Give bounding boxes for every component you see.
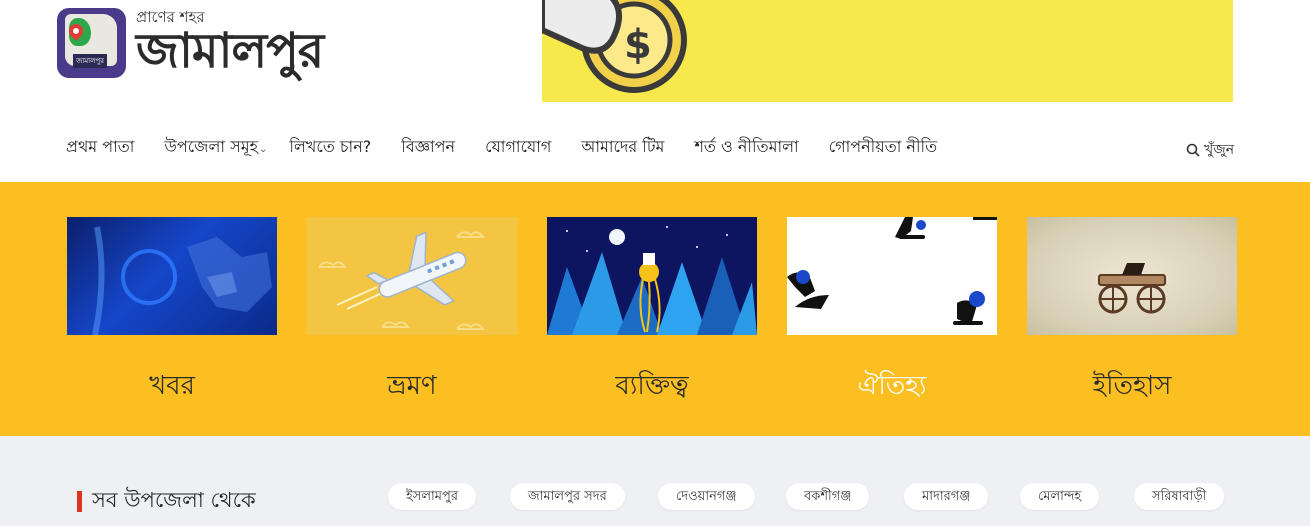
upazila-tag[interactable]: মাদারগঞ্জ [904,483,988,510]
site-logo[interactable] [57,8,323,78]
category-band [0,182,1310,436]
category-label[interactable]: ঐতিহ্য [857,371,927,401]
section-accent-bar [77,491,82,512]
news-globe-icon[interactable] [67,217,277,335]
upazila-tag[interactable]: বকশীগঞ্জ [786,483,869,510]
category-card-history[interactable] [1027,217,1237,409]
category-card-personality[interactable] [547,217,757,409]
search-icon [1186,143,1200,157]
upazila-tag[interactable]: দেওয়ানগঞ্জ [658,483,755,510]
logo-icon-label: জামালপুর [73,54,107,68]
category-card-heritage[interactable] [787,217,997,409]
category-label[interactable]: খবর [149,371,195,401]
section-title [77,484,256,519]
main-nav [66,134,967,161]
search-button[interactable] [1186,138,1234,162]
upazila-tag[interactable]: সরিষাবাড়ী [1134,483,1224,510]
airplane-icon[interactable] [307,217,517,335]
nav-upazila[interactable]: উপজেলা সমূহ⌄ [164,137,268,156]
cart-icon[interactable] [1027,217,1237,335]
category-card-news[interactable] [67,217,277,409]
nav-home[interactable]: প্রথম পাতা [66,137,135,156]
site-name: জামালপুর [136,23,324,79]
map-pin-icon [57,8,126,78]
nav-contact[interactable]: যোগাযোগ [485,137,552,156]
coin-hand-icon [542,0,1233,102]
category-label[interactable]: ভ্রমণ [387,371,437,401]
nav-terms[interactable]: শর্ত ও নীতিমালা [694,137,799,156]
ad-banner[interactable] [542,0,1233,102]
upazila-section [0,436,1310,526]
upazila-tag[interactable]: ইসলামপুর [388,483,476,510]
section-title-text: সব উপজেলা থেকে [92,488,256,512]
upazila-tag[interactable]: জামালপুর সদর [510,483,625,510]
nav-ads[interactable]: বিজ্ঞাপন [401,137,456,156]
site-tagline: প্রাণের শহর [136,8,205,26]
nav-privacy[interactable]: গোপনীয়তা নীতি [828,137,938,156]
category-label[interactable]: ব্যক্তিত্ব [615,371,689,401]
nav-team[interactable]: আমাদের টিম [581,137,665,156]
night-mountains-icon[interactable] [547,217,757,335]
upazila-tag[interactable]: মেলান্দহ [1020,483,1099,510]
search-label: খুঁজুন [1204,142,1235,158]
nav-write[interactable]: লিখতে চান? [289,137,372,156]
chevron-down-icon: ⌄ [259,144,268,155]
skaters-icon[interactable] [787,217,997,335]
category-label[interactable]: ইতিহাস [1092,371,1172,401]
category-card-travel[interactable] [307,217,517,409]
svg-text:$: $ [624,22,652,68]
